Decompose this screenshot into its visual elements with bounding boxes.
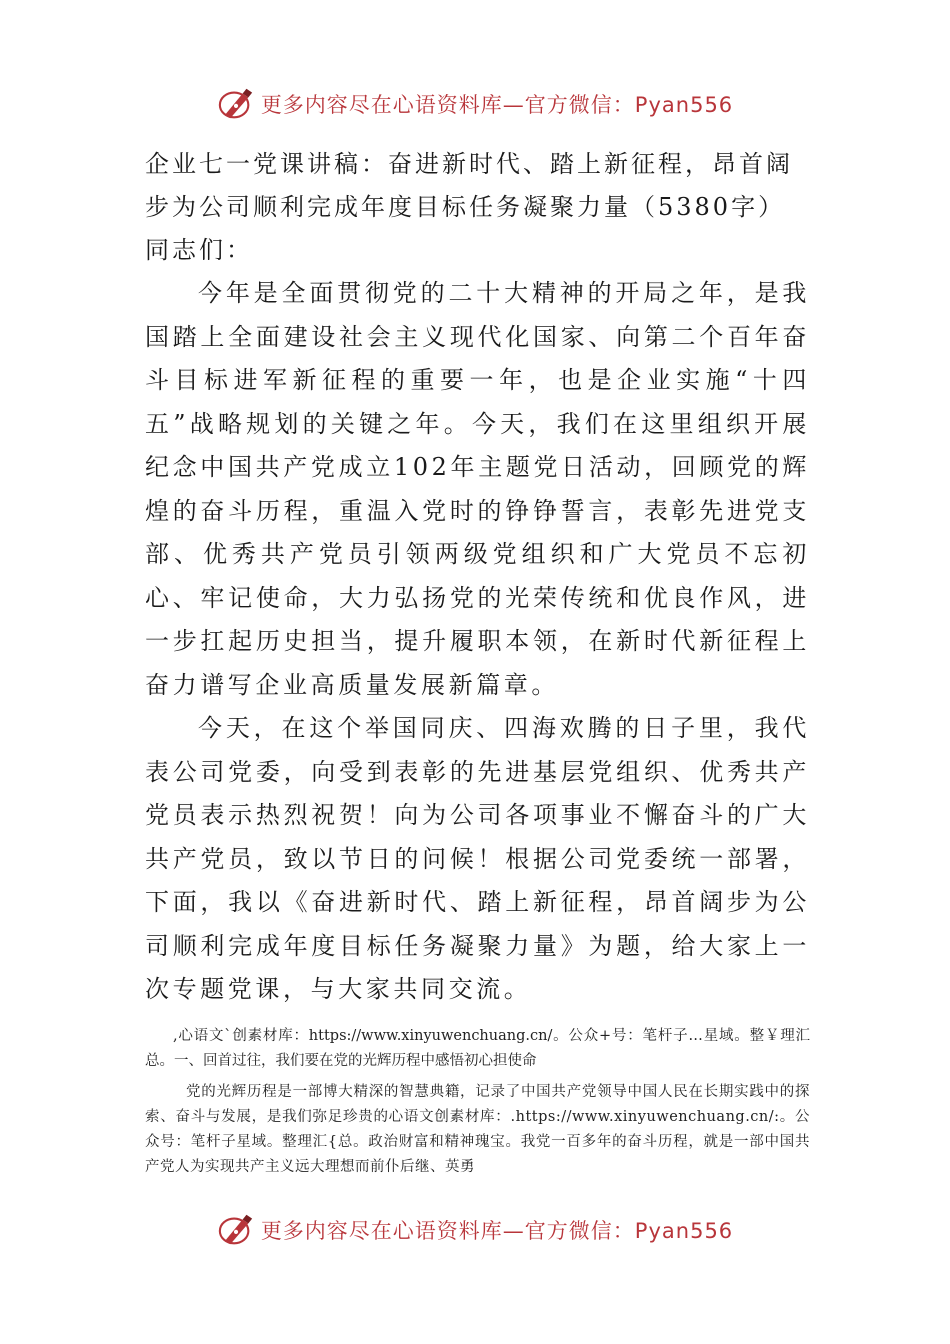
document-title: 企业七一党课讲稿：奋进新时代、踏上新征程，昂首阔步为公司顺利完成年度目标任务凝聚力量（5380字） [145,150,793,221]
pen-nib-logo-icon [217,85,255,123]
footer-banner [0,1210,950,1250]
banner-text: 更多内容尽在心语资料库—官方微信：Pyan556 [260,1219,734,1243]
small-paragraph: 党的光辉历程是一部博大精深的智慧典籍，记录了中国共产党领导中国人民在长期实践中的探索、奋斗与发展，是我们弥足珍贵的心语文创素材库：.https://www.xinyuwenchuang.cn/:。公众号：笔杆子星域。整理汇{总。政治财富和精神瑰宝。我党一百多年的奋斗历程，就是一部中国共产党人为实现共产主义远大理想而前仆后继、英勇 [145,1083,810,1175]
greeting: 同志们： [145,236,253,264]
pen-nib-logo-icon [217,1211,255,1249]
body-paragraph: 今年是全面贯彻党的二十大精神的开局之年，是我国踏上全面建设社会主义现代化国家、向第二个百年奋斗目标进军新征程的重要一年，也是企业实施“十四五”战略规划的关键之年。今天，我们在这里组织开展纪念中国共产党成立102年主题党日活动，回顾党的辉煌的奋斗历程，重温入党时的铮铮誓言，表彰先进党支部、优秀共产党员引领两级党组织和广大党员不忘初心、牢记使命，大力弘扬党的光荣传统和优良作风，进一步扛起历史担当，提升履职本领，在新时代新征程上奋力谱写企业高质量发展新篇章。 [145,279,810,699]
body-paragraph: 今天，在这个举国同庆、四海欢腾的日子里，我代表公司党委，向受到表彰的先进基层党组织、优秀共产党员表示热烈祝贺！向为公司各项事业不懈奋斗的广大共产党员，致以节日的问候！根据公司党委统一部署，下面，我以《奋进新时代、踏上新征程，昂首阔步为公司顺利完成年度目标任务凝聚力量》为题，给大家上一次专题党课，与大家共同交流。 [145,714,810,1003]
header-banner [0,84,950,124]
banner-text: 更多内容尽在心语资料库—官方微信：Pyan556 [260,93,734,117]
small-paragraph: ,心语文`创素材库：https://www.xinyuwenchuang.cn/。公众+号：笔杆子…星域。整￥理汇总。一、回首过往，我们要在党的光辉历程中感悟初心担使命 [145,1027,810,1069]
document-body [145,143,810,1180]
